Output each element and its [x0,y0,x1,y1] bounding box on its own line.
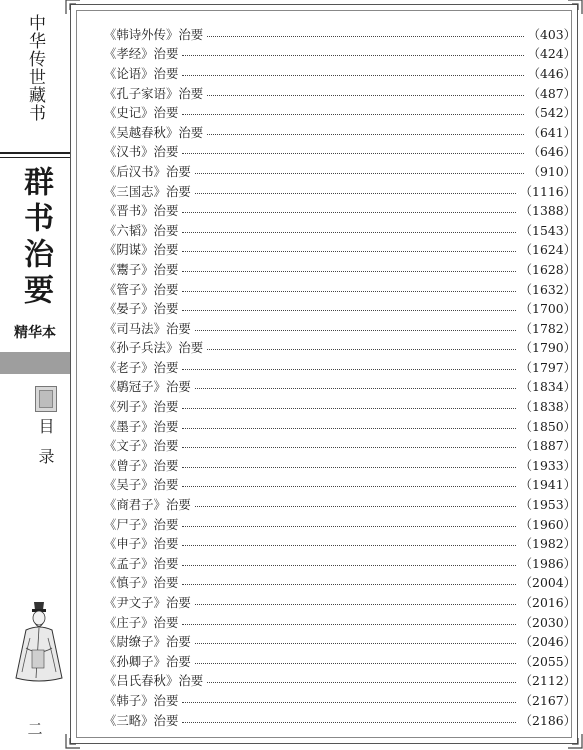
toc-entry[interactable] [104,631,576,651]
leader-dots [182,407,515,409]
leader-dots [182,113,523,115]
divider [0,152,70,154]
toc-entry-page: （1632） [519,281,576,297]
toc-entry[interactable] [104,24,576,44]
toc-entry-page: （1628） [519,261,576,277]
toc-entry[interactable] [104,44,576,64]
corner-ornament-icon [64,732,82,750]
toc-entry-page: （2167） [519,692,576,708]
toc-entry[interactable] [104,181,576,201]
toc-entry-page: （1388） [519,203,576,219]
toc-entry-page: （403） [527,26,576,42]
toc-entry-title: 《老子》治要 [104,359,179,375]
toc-entry-page: （424） [527,46,576,62]
leader-dots [182,446,515,448]
toc-entry[interactable] [104,612,576,632]
toc-entry[interactable] [104,533,576,553]
toc-entry-page: （1933） [519,457,576,473]
toc-entry-title: 《孔子家语》治要 [104,85,204,101]
leader-dots [182,74,523,76]
toc-entry-title: 《韩诗外传》治要 [104,26,204,42]
leader-dots [182,466,515,468]
toc-entry[interactable] [104,83,576,103]
toc-entry-page: （641） [527,124,576,140]
toc-entry-title: 《慎子》治要 [104,575,179,591]
leader-dots [182,54,523,56]
toc-entry-title: 《吴子》治要 [104,477,179,493]
corner-ornament-icon [566,732,583,750]
toc-entry-title: 《晋书》治要 [104,203,179,219]
toc-entry-page: （542） [527,105,576,121]
toc-entry-title: 《三略》治要 [104,712,179,728]
toc-entry-page: （1982） [519,536,576,552]
toc-entry-page: （1797） [519,359,576,375]
toc-entry[interactable] [104,318,576,338]
toc-entry-title: 《晏子》治要 [104,301,179,317]
toc-entry-page: （446） [527,65,576,81]
leader-dots [207,35,523,37]
toc-entry-page: （2030） [519,614,576,630]
toc-entry-title: 《孟子》治要 [104,555,179,571]
leader-dots [182,211,515,213]
toc-entry[interactable] [104,475,576,495]
toc-entry-page: （1543） [519,222,576,238]
book-title: 群书治要 [18,166,53,310]
toc-entry[interactable] [104,240,576,260]
toc-entry-title: 《韩子》治要 [104,692,179,708]
sidebar [0,0,70,750]
toc-entry-page: （1116） [519,183,576,199]
toc-entry[interactable] [104,690,576,710]
toc-entry[interactable] [104,279,576,299]
toc-entry-title: 《汉书》治要 [104,144,179,160]
toc-entry-page: （646） [527,144,576,160]
toc-entry-title: 《孙卿子》治要 [104,653,191,669]
toc-entry-page: （1624） [519,242,576,258]
leader-dots [182,564,515,566]
toc-entry[interactable] [104,259,576,279]
toc-entry-page: （2112） [519,673,576,689]
toc-entry[interactable] [104,396,576,416]
toc-entry-title: 《列子》治要 [104,399,179,415]
toc-entry-title: 《司马法》治要 [104,320,191,336]
leader-dots [182,290,515,292]
toc-entry-page: （2004） [519,575,576,591]
toc-entry[interactable] [104,338,576,358]
leader-dots [182,270,515,272]
toc-entry[interactable] [104,161,576,181]
leader-dots [182,701,515,703]
toc-entry[interactable] [104,553,576,573]
seal-icon [35,386,57,412]
toc-entry-title: 《尉缭子》治要 [104,634,191,650]
leader-dots [195,642,516,644]
toc-entry[interactable] [104,455,576,475]
toc-entry-title: 《孙子兵法》治要 [104,340,204,356]
toc-entry-page: （2016） [519,595,576,611]
toc-entry-title: 《六韬》治要 [104,222,179,238]
leader-dots [195,603,516,605]
leader-dots [182,231,515,233]
toc-entry-title: 《吴越春秋》治要 [104,124,204,140]
toc-entry[interactable] [104,102,576,122]
toc-entry-page: （1838） [519,399,576,415]
leader-dots [182,544,515,546]
leader-dots [182,485,515,487]
toc-entry-page: （1941） [519,477,576,493]
toc-entry-page: （1700） [519,301,576,317]
toc-entry-title: 《鹖冠子》治要 [104,379,191,395]
toc-entry-title: 《申子》治要 [104,536,179,552]
leader-dots [182,427,515,429]
leader-dots [195,662,516,664]
toc-entry-title: 《管子》治要 [104,281,179,297]
leader-dots [195,172,524,174]
leader-dots [207,94,523,96]
leader-dots [182,368,515,370]
toc-entry-title: 《商君子》治要 [104,497,191,513]
series-title: 中华传世藏书 [25,14,45,122]
leader-dots [195,387,516,389]
toc-entry[interactable] [104,671,576,691]
leader-dots [182,623,515,625]
toc-entry[interactable] [104,220,576,240]
toc-entry-title: 《三国志》治要 [104,183,191,199]
divider [0,157,70,158]
leader-dots [182,525,515,527]
leader-dots [195,505,516,507]
leader-dots [182,721,515,723]
toc-entry-page: （1986） [519,555,576,571]
toc-entry[interactable] [104,651,576,671]
leader-dots [182,152,523,154]
toc-entry[interactable] [104,63,576,83]
page-number: 二 [27,720,43,738]
leader-dots [207,133,523,135]
toc-entry-title: 《庄子》治要 [104,614,179,630]
toc-entry-title: 《墨子》治要 [104,418,179,434]
corner-ornament-icon [566,0,583,16]
leader-dots [182,250,515,252]
toc-entry-title: 《后汉书》治要 [104,163,191,179]
toc-entry-page: （2186） [519,712,576,728]
toc-entry[interactable] [104,377,576,397]
toc-entry-page: （1850） [519,418,576,434]
toc-entry-page: （1953） [519,497,576,513]
toc-entry-title: 《吕氏春秋》治要 [104,673,204,689]
toc-entry-title: 《孝经》治要 [104,46,179,62]
toc-entry[interactable] [104,494,576,514]
leader-dots [195,329,516,331]
toc-entry-page: （910） [527,163,576,179]
toc-entry-title: 《文子》治要 [104,438,179,454]
edition-label: 精华本 [14,325,56,341]
toc-entry[interactable] [104,357,576,377]
portrait-illustration [12,598,66,684]
toc-entry-title: 《尸子》治要 [104,516,179,532]
toc-entry[interactable] [104,200,576,220]
toc-entry-page: （1960） [519,516,576,532]
toc-entry-page: （1834） [519,379,576,395]
toc-entry-page: （487） [527,85,576,101]
corner-ornament-icon [64,0,82,16]
toc-heading: 目录 [36,418,55,478]
toc-entry[interactable] [104,416,576,436]
toc-entry-page: （1887） [519,438,576,454]
toc-entry[interactable] [104,122,576,142]
toc-entry-title: 《阴谋》治要 [104,242,179,258]
toc-entry-page: （1782） [519,320,576,336]
toc-entry[interactable] [104,435,576,455]
toc-entry[interactable] [104,710,576,730]
toc-entry[interactable] [104,514,576,534]
leader-dots [207,681,516,683]
toc-entry-title: 《论语》治要 [104,65,179,81]
toc-entry-title: 《鬻子》治要 [104,261,179,277]
toc-entry-title: 《曾子》治要 [104,457,179,473]
toc-entry-page: （2046） [519,634,576,650]
leader-dots [182,309,515,311]
toc-entry[interactable] [104,592,576,612]
toc-entry[interactable] [104,298,576,318]
table-of-contents [104,24,576,729]
leader-dots [207,348,516,350]
decorative-band [0,352,70,374]
toc-entry-title: 《史记》治要 [104,105,179,121]
toc-entry-page: （2055） [519,653,576,669]
toc-entry-title: 《尹文子》治要 [104,595,191,611]
leader-dots [195,192,516,194]
toc-entry[interactable] [104,142,576,162]
toc-entry[interactable] [104,573,576,593]
leader-dots [182,583,515,585]
toc-entry-page: （1790） [519,340,576,356]
